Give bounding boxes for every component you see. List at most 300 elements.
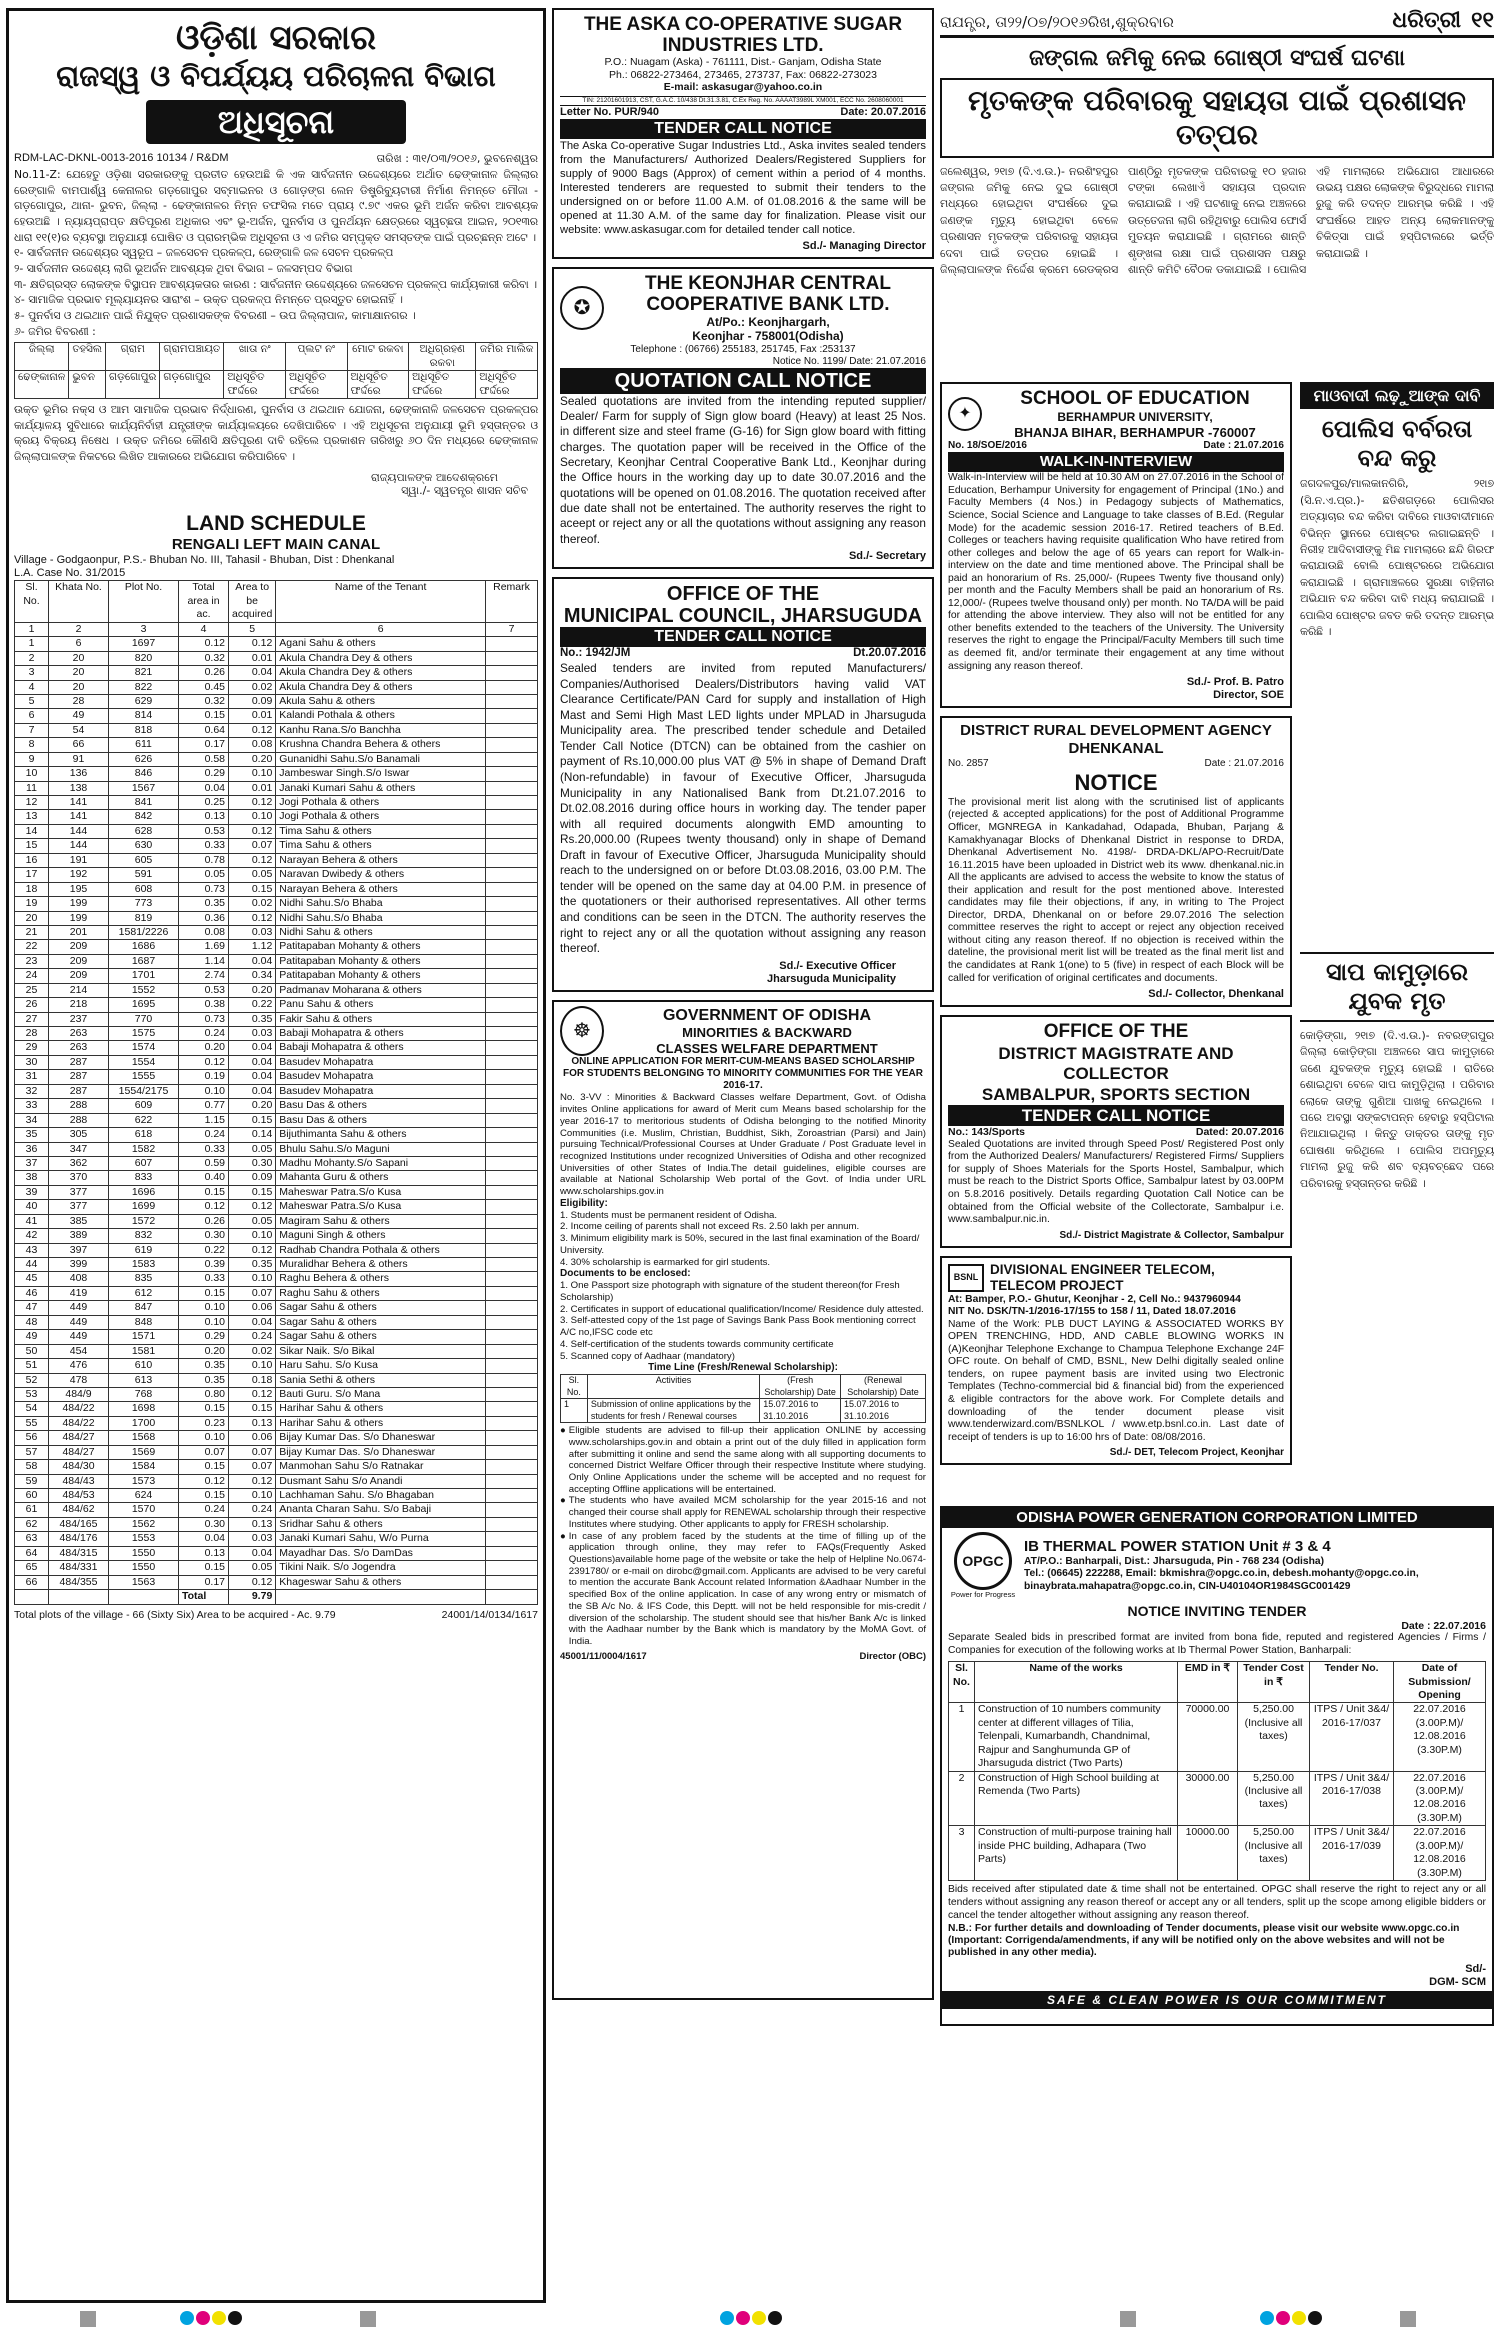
jhar-title-2: MUNICIPAL COUNCIL, JHARSUGUDA: [563, 605, 923, 628]
table-cell: 209: [49, 954, 109, 968]
table-cell: 287: [49, 1070, 109, 1084]
keonjhar-phone: Telephone : (06766) 255183, 251745, Fax :253137: [630, 343, 856, 355]
table-cell: 136: [49, 767, 109, 781]
table-row: [15, 1156, 538, 1170]
masthead: [940, 8, 1494, 38]
land-footer-text: Total plots of the village - 66 (Sixty Six) Area to be acquired - Ac. 9.79: [14, 1608, 336, 1621]
table-row: [15, 882, 538, 896]
table-row: [15, 1359, 538, 1373]
table-cell: 20: [49, 666, 109, 680]
table-row: [15, 796, 538, 810]
table-cell: Ananta Charan Sahu. S/o Babaji: [276, 1503, 486, 1517]
gov-body: No. 3-VV : Minorities & Backward Classes welfare Department, Govt. of Odisha invites Online applications for award of Merit cum Means based scholarship for the year 2016-17 to meritorious students of Odisha belonging to the notified Minority Communities (i.e. Muslim, Christian, Buddhist, Sikh, Zoroastrian (Parsi) and Jain) pursuing Technical/Professional Courses at Under Graduate / Post Graduate level in recognized Institutions under recognized Universities of Odisha and other recognized Universities of other States of India.The detail guidelines, eligible courses are available at National Scholarship Web portal of the Govt. of India under URL www.scholarships.gov.in: [560, 1092, 926, 1198]
table-cell: 0.13: [179, 1546, 229, 1560]
remark-cell: [486, 1200, 538, 1214]
cyan-dot: [1260, 2311, 1274, 2325]
remark-cell: [486, 998, 538, 1012]
table-cell: 44: [15, 1258, 49, 1272]
remark-cell: [486, 1070, 538, 1084]
gov-eligibility-list: [560, 1210, 926, 1269]
table-cell: 40: [15, 1200, 49, 1214]
table-cell: 0.29: [179, 767, 229, 781]
table-cell: 0.59: [179, 1156, 229, 1170]
mini-table-cell: ଗଡ଼ଗୋପୁର: [106, 371, 160, 399]
table-cell: 6: [49, 637, 109, 651]
table-cell: 0.04: [229, 1055, 276, 1069]
timeline-header: (Renewal Scholarship) Date: [840, 1375, 925, 1399]
notification-para-2: ଉକ୍ତ ଭୂମିର ନକ୍ସ ଓ ଆମ ସାମାଜିକ ପ୍ରଭାବ ନିର୍ଦ୍ଧାରଣ, ପୁନର୍ବାସ ଓ ଥଇଥାନ ଯୋଜନା, ଢେଙ୍କାନାଳି ଜଳସେଚନ ପ୍ରକଳ୍ପର କାର୍ଯ୍ୟାଳୟ ସୁବିଧାରେ କାର୍ଯ୍ୟନିର୍ବାହୀ ଯନ୍ତ୍ରୀଙ୍କ କାର୍ଯ୍ୟାଳୟରେ ଦେଖିପାରିବେ । ଏହି ଅଧିସୂଚନା ଅନୁଯାୟୀ ଭୂମି ହସ୍ତାନ୍ତର ଓ କ୍ରୟ ବିକ୍ରୟ ନିଷେଧ । ଉକ୍ତ ଜମିରେ କୌଣସି କ୍ଷତିପୂରଣ ଦାବି ରହିଲେ ପ୍ରକାଶନ ତାରିଖରୁ ୬୦ ଦିନ ମଧ୍ୟରେ ଢେଙ୍କାନାଳ ଜିଲ୍ଲାପାଳଙ୍କ ନିକଟରେ ଲିଖିତ ଆକାରରେ ଅଭିଯୋଗ କରିପାରିବେ ।: [14, 402, 538, 463]
remark-cell: [486, 1431, 538, 1445]
table-cell: 3: [949, 1826, 975, 1881]
table-cell: Padmanav Moharana & others: [276, 983, 486, 997]
opgc-logo-tag: Power for Progress: [950, 1589, 1016, 1599]
table-cell: 0.12: [229, 1200, 276, 1214]
opgc-header: Name of the works: [975, 1662, 1178, 1703]
table-row: [15, 1243, 538, 1257]
table-cell: 0.24: [179, 1503, 229, 1517]
keonjhar-name: THE KEONJHAR CENTRAL COOPERATIVE BANK LTD.: [645, 272, 891, 315]
keonjhar-sign: Sd./- Secretary: [848, 550, 926, 563]
black-dot: [1308, 2311, 1322, 2325]
table-cell: 47: [15, 1301, 49, 1315]
table-cell: 0.30: [229, 1156, 276, 1170]
remark-cell: [486, 709, 538, 723]
table-cell: 626: [109, 752, 179, 766]
notification-list-item: ୩- କ୍ଷତିଗ୍ରସ୍ତ ଲୋକଙ୍କ ବିସ୍ଥାପନ ଆବଶ୍ୟକତାର କାରଣ : ସାର୍ବଜନୀନ ଉଦ୍ଦେଶ୍ୟରେ ଜଳସେଚନ ପ୍ରକଳ୍ପ କାର୍ଯ୍ୟକାରୀ କରିବା ।: [14, 277, 537, 291]
table-cell: 0.15: [179, 709, 229, 723]
table-cell: 1698: [109, 1402, 179, 1416]
table-cell: Basudev Mohapatra: [276, 1070, 486, 1084]
table-cell: 0.04: [229, 666, 276, 680]
opgc-header: Sl. No.: [949, 1662, 975, 1703]
bsnl-title: DIVISIONAL ENGINEER TELECOM, TELECOM PROJECT: [990, 1261, 1215, 1293]
table-cell: 0.15: [179, 1561, 229, 1575]
table-cell: 10: [15, 767, 49, 781]
table-cell: 613: [109, 1373, 179, 1387]
table-row: [15, 853, 538, 867]
table-cell: 1570: [109, 1503, 179, 1517]
table-cell: 0.24: [179, 1128, 229, 1142]
table-cell: 0.64: [179, 723, 229, 737]
opgc-address: AT/P.O.: Banharpali, Dist.: Jharsuguda, Pin - 768 234 (Odisha): [1024, 1555, 1325, 1567]
table-row: [15, 1546, 538, 1560]
table-cell: 22: [15, 940, 49, 954]
opgc-date: Date : 22.07.2016: [1401, 1619, 1486, 1632]
table-cell: 138: [49, 781, 109, 795]
opgc-table: [948, 1661, 1486, 1881]
table-cell: 57: [15, 1445, 49, 1459]
table-cell: 0.77: [179, 1099, 229, 1113]
masthead-page: ୧୧: [1471, 8, 1494, 34]
notices-stack: [940, 382, 1292, 1498]
table-row: [15, 1272, 538, 1286]
table-cell: 1.14: [179, 954, 229, 968]
table-row: [15, 954, 538, 968]
remark-cell: [486, 1099, 538, 1113]
notification-box: [6, 8, 546, 2303]
table-cell: 5,250.00 (Inclusive all taxes): [1238, 1703, 1310, 1771]
table-cell: Sagar Sahu & others: [276, 1330, 486, 1344]
table-cell: 31: [15, 1070, 49, 1084]
table-row: [15, 1229, 538, 1243]
table-cell: Patitapaban Mohanty & others: [276, 954, 486, 968]
dept-title: ଓଡ଼ିଶା ସରକାର: [175, 18, 377, 58]
soe-title-2: BERHAMPUR UNIVERSITY,: [1057, 410, 1213, 425]
table-cell: 0.26: [179, 1214, 229, 1228]
table-cell: 0.10: [179, 1431, 229, 1445]
soe-body: Walk-in-Interview will be held at 10.30 AM on 27.07.2016 in the School of Education, Berhampur University for engagement of Principal (1No.) and Faculty Members (4 Nos.) in Pedagogy subjects of Mathematics, Science, Social Science and Language to take classes of B.Ed. (Regular Mode) for the academic session 2016-17. Retired teachers of B.Ed. Colleges or teachers having requisite qualification Who have retired from other colleges and below the age of 65 years can report for Walk-in-interview on the date and time mentioned above. The Principal shall be paid an honorarium of Rs. 25,000/- (Rupees Twenty five thousand only) per month and the Faculty Members shall be paid an honorarium of Rs. 12,000/- (Rupees twelve thousand only) per month. No TA/DA will be paid for attending the above interview. They also will not be entitled for any other benefits extended to the teachers of the University. The University reserves the right to engage the Principal/Faculty Members till such time as deemed fit, and/or terminate their engagement at any time without assigning any reason thereof.: [948, 472, 1284, 672]
table-cell: 144: [49, 839, 109, 853]
timeline-cell: 1: [561, 1399, 588, 1423]
table-cell: 1696: [109, 1185, 179, 1199]
table-row: [15, 1012, 538, 1026]
table-row: [15, 1474, 538, 1488]
dept-subtitle: ରାଜସ୍ୱ ଓ ବିପର୍ଯ୍ୟୟ ପରିଚାଳନା ବିଭାଗ: [56, 59, 496, 93]
table-cell: 1552: [109, 983, 179, 997]
table-cell: 209: [49, 940, 109, 954]
timeline-header: Sl. No.: [561, 1375, 588, 1399]
sbp-bar: TENDER CALL NOTICE: [948, 1105, 1284, 1126]
aska-address: P.O.: Nuagam (Aska) - 761111, Dist.- Ganjam, Odisha State: [604, 56, 882, 68]
soe-bar: WALK-IN-INTERVIEW: [948, 452, 1284, 472]
bsnl-notice: [940, 1256, 1292, 1466]
remark-cell: [486, 868, 538, 882]
drda-body: The provisional merit list along with the scrutinised list of applicants (rejected & accepted applications) for the post of Additional Programme Officer, MGNREGA in Kankadahad, Odapada, Bhuban, Parjang & Kamakhyanagar Blocks of Dhenkanal District in response to DRDA, Dhenkanal Advertisement No. 4198/- DRDA-DKL/APO-Recruit/Date 16.11.2015 have been uploaded in District web its www. dhenkanal.nic.in All the applicants are advised to access the website to know the status of their application and result for the post mentioned above. Interested candidates may file their objections, if any, in writing to The Project Director, DRDA, Dhenkanal on or before 29.07.2016 The selection committee reserves the right to accept or reject any objection received without citing any reason thereof. If no objection is received within the dateline, the provisional merit list will be treated as the final merit list and the candidates at Rank 1(one) to 5 (five) in respect of each Block will be called for verification of original certificates and documents.: [948, 796, 1284, 984]
table-row: [15, 1099, 538, 1113]
table-cell: 0.05: [179, 868, 229, 882]
table-cell: 0.15: [179, 1402, 229, 1416]
table-cell: 0.13: [179, 810, 229, 824]
table-cell: 1697: [109, 637, 179, 651]
table-cell: 0.33: [179, 1142, 229, 1156]
table-cell: 449: [49, 1301, 109, 1315]
opgc-nb: N.B.: For further details and downloading of Tender documents, please visit our website www.opgc.co.in: [948, 1922, 1460, 1934]
table-cell: 347: [49, 1142, 109, 1156]
table-cell: 12: [15, 796, 49, 810]
table-cell: Tikini Naik. S/o Jogendra: [276, 1561, 486, 1575]
table-cell: Bijay Kumar Das. S/o Dhaneswar: [276, 1445, 486, 1459]
table-row: [15, 1027, 538, 1041]
table-cell: Bijuthimanta Sahu & others: [276, 1128, 486, 1142]
table-cell: Maguni Singh & others: [276, 1229, 486, 1243]
table-cell: 1562: [109, 1517, 179, 1531]
table-cell: 0.12: [229, 1243, 276, 1257]
aska-sugar-notice: [552, 8, 934, 259]
table-cell: 622: [109, 1113, 179, 1127]
table-cell: Basudev Mohapatra: [276, 1055, 486, 1069]
table-cell: 49: [49, 709, 109, 723]
mini-table-cell: ଅଧିସୂଚିତ ଫର୍ଦ୍ଦରେ: [285, 371, 347, 399]
news-head-1: ଜଙ୍ଗଲ ଜମିକୁ ନେଇ ଗୋଷ୍ଠୀ ସଂଘର୍ଷ ଘଟଣା: [1028, 46, 1406, 71]
bsnl-header: [948, 1262, 1284, 1294]
gov-header: [560, 1006, 926, 1056]
black-dot: [768, 2311, 782, 2325]
scholarship-bullet: [560, 1425, 926, 1495]
mini-table-header: ଖାତା ନଂ: [224, 343, 286, 371]
drda-notice: [940, 716, 1292, 1007]
notice-title: ଅଧିସୂଚନା: [146, 100, 406, 144]
remark-cell: [486, 1503, 538, 1517]
remark-cell: [486, 1055, 538, 1069]
table-cell: 1567: [109, 781, 179, 795]
table-cell: 263: [49, 1041, 109, 1055]
land-column-index: 7: [486, 622, 538, 636]
table-row: [15, 1070, 538, 1084]
mini-table-header: ତହସିଲ: [69, 343, 106, 371]
opgc-tagline: SAFE & CLEAN POWER IS OUR COMMITMENT: [942, 1991, 1492, 2009]
table-cell: Janaki Kumari Sahu, W/o Purna: [276, 1532, 486, 1546]
table-cell: 0.34: [229, 969, 276, 983]
document-item: 2. Certificates in support of educational qualification/Income/ Residence duly attested.: [560, 1303, 924, 1315]
table-cell: 0.73: [179, 1012, 229, 1026]
yellow-dot: [1292, 2311, 1306, 2325]
bullet-icon: ●: [560, 1495, 566, 1507]
opgc-logo-block: [948, 1532, 1018, 1599]
land-column-index: 3: [109, 622, 179, 636]
land-column-index: 5: [229, 622, 276, 636]
mini-table-cell: ଗଡ଼ଗୋପୁର: [160, 371, 224, 399]
table-cell: Mayadhar Das. S/o DamDas: [276, 1546, 486, 1560]
aska-letter-line: [560, 106, 926, 119]
table-cell: 0.80: [179, 1387, 229, 1401]
table-cell: 484/62: [49, 1503, 109, 1517]
table-cell: Narayan Behera & others: [276, 882, 486, 896]
table-cell: 13: [15, 810, 49, 824]
table-cell: 0.04: [229, 1546, 276, 1560]
table-cell: Nidhi Sahu & others: [276, 925, 486, 939]
opgc-header: EMD in ₹: [1178, 1662, 1238, 1703]
remark-cell: [486, 925, 538, 939]
gov-docs-heading: Documents to be enclosed:: [560, 1268, 691, 1280]
table-row: [15, 998, 538, 1012]
table-cell: 0.18: [229, 1373, 276, 1387]
table-row: [15, 839, 538, 853]
table-cell: 195: [49, 882, 109, 896]
land-detail-mini-table: [14, 342, 538, 399]
table-cell: 847: [109, 1301, 179, 1315]
news-head-3a: ପୋଲିସ ବର୍ବରତା: [1321, 414, 1473, 443]
table-cell: 0.10: [179, 1084, 229, 1098]
drda-sign: Sd./- Collector, Dhenkanal: [1148, 988, 1284, 1001]
table-cell: Kanhu Rana.S/o Banchha: [276, 723, 486, 737]
mid-row: [940, 382, 1494, 1498]
table-cell: 478: [49, 1373, 109, 1387]
drda-no-line: [948, 758, 1284, 770]
table-cell: 608: [109, 882, 179, 896]
table-cell: 454: [49, 1344, 109, 1358]
table-cell: Nidhi Sahu.S/o Bhaba: [276, 911, 486, 925]
table-cell: 821: [109, 666, 179, 680]
remark-cell: [486, 1113, 538, 1127]
table-row: [15, 897, 538, 911]
odisha-emblem-icon: ☸: [560, 1006, 604, 1056]
notification-list-item: ୬- ଜମିର ବିବରଣୀ :: [14, 324, 96, 338]
remark-cell: [486, 897, 538, 911]
table-cell: 52: [15, 1373, 49, 1387]
drda-title-1: DISTRICT RURAL DEVELOPMENT AGENCY: [960, 722, 1272, 740]
table-cell: 46: [15, 1286, 49, 1300]
remark-cell: [486, 723, 538, 737]
sbp-sign: Sd./- District Magistrate & Collector, Sambalpur: [1059, 1229, 1284, 1241]
remark-cell: [486, 1171, 538, 1185]
notification-list-item: ୧- ସାର୍ବଜନୀନ ଉଦ୍ଦେଶ୍ୟର ସ୍ୱରୂପ – ଜଳସେଚନ ପ୍ରକଳ୍ପ, ରେଙ୍ଗାଳି ଜଳ ସେଚନ ପ୍ରକଳ୍ପ: [14, 246, 394, 260]
table-cell: 362: [49, 1156, 109, 1170]
table-cell: 28: [15, 1027, 49, 1041]
table-cell: 0.22: [179, 1243, 229, 1257]
table-cell: 484/9: [49, 1387, 109, 1401]
remark-cell: [486, 1532, 538, 1546]
table-cell: Sridhar Sahu & others: [276, 1517, 486, 1531]
opgc-sign-1: Sd/-: [1465, 1962, 1486, 1975]
table-cell: 0.05: [229, 1142, 276, 1156]
table-cell: 192: [49, 868, 109, 882]
remark-cell: [486, 651, 538, 665]
table-cell: 0.04: [229, 1315, 276, 1329]
table-cell: 288: [49, 1099, 109, 1113]
table-cell: 0.10: [179, 1315, 229, 1329]
table-cell: 305: [49, 1128, 109, 1142]
table-cell: 0.20: [179, 1344, 229, 1358]
table-cell: 29: [15, 1041, 49, 1055]
land-column-header: Name of the Tenant: [276, 581, 486, 622]
keonjhar-addr-1: At/Po.: Keonjhargarh,: [706, 314, 830, 329]
bullet-text: In case of any problem faced by the students at the time of filling up of the application through online, they may refer to FAQs(Frequently Asked Questions)available home page of the website or take the help of Helpline No.0674-2391780/ or e-mail on dirobc@gmail.com. Applicants are advised to be very careful to mention the accurate Bank Account related Information &Aadhaar Number in the specified Box of the online application. In case of any wrong entry or mismatch of the SB A/c No. & IFS Code, this Deptt. will not be held responsible for mis-credit / diversion of the scholarship. The student should see that his/her Bank A/c is linked with the Aadhaar number by the Bank which is mandatory by the MoMA Govt. of India.: [568, 1530, 926, 1647]
table-cell: Harihar Sahu & others: [276, 1416, 486, 1430]
table-row: [15, 1315, 538, 1329]
table-cell: 0.14: [229, 1128, 276, 1142]
land-column-header: Plot No.: [109, 581, 179, 622]
remark-cell: [486, 824, 538, 838]
timeline-header: Activities: [587, 1375, 759, 1399]
remark-cell: [486, 1286, 538, 1300]
table-cell: 0.09: [229, 694, 276, 708]
table-cell: 0.12: [179, 1474, 229, 1488]
table-cell: 629: [109, 694, 179, 708]
jhar-body: Sealed tenders are invited from reputed Manufacturers/ Companies/Authorised Dealers/Distributors having valid VAT Clearance Certificate/PAN Card for supply and installation of High Mast and Semi High Mast LED lights under MPLAD in Jharsuguda Municipality area. The prescribed tender schedule and Detailed Tender Call Notice (DTCN) can be obtained from the cashier on payment of Rs.10,000.00 plus VAT @ 5% in shape of Demand Draft (Non-refundable) in favour of Executive Officer, Jharsuguda Municipality in any Nationalised Bank from Dt.21.07.2016 to Dt.02.08.2016 during office hours in working day. The tender paper with all required documents alongwith EMD amounting to Rs.20,000.00 (Rupees twenty thousand) only in shape of Demand Draft in favour of Executive Officer, Jharsuguda Municipality should reach to the undersigned on or before Dt.03.08.2016, 03.00 P.M. The tender will be opened on the same day at 04.00 P.M. in presence of the quotationers or their authorised representatives. All other terms and conditions can be seen in the DTCN. The authority reserves the right to reject any or all the quotation without assigning any reason thereof.: [560, 661, 926, 956]
table-cell: 54: [15, 1402, 49, 1416]
table-cell: 39: [15, 1185, 49, 1199]
table-cell: 0.01: [229, 709, 276, 723]
table-cell: 397: [49, 1243, 109, 1257]
eligibility-item: 1. Students must be permanent resident of Odisha.: [560, 1209, 778, 1221]
gov-footer: [560, 1651, 926, 1662]
table-cell: 0.24: [229, 1503, 276, 1517]
table-cell: Harihar Sahu & others: [276, 1402, 486, 1416]
remark-cell: [486, 1156, 538, 1170]
table-row: [15, 738, 538, 752]
opgc-tel: Tel.: (06645) 222288, Email: bkmishra@opgc.co.in, debesh.mohanty@opgc.co.in,: [1024, 1568, 1419, 1580]
table-cell: Maheswar Patra.S/o Kusa: [276, 1185, 486, 1199]
table-cell: 0.19: [179, 1070, 229, 1084]
table-cell: 618: [109, 1128, 179, 1142]
table-cell: Tima Sahu & others: [276, 839, 486, 853]
table-cell: 449: [49, 1330, 109, 1344]
keonjhar-body: Sealed quotations are invited from the intending reputed supplier/ Dealer/ Farm for supply of Sign glow board (Heavy) at least 25 Nos. in different size and steel frame (G-16) for Sign glow board with fitting charges. The quotation paper will be received in the Office of the Secretary, Keonjhar Central Cooperative Bank Ltd., Keonjhar during the Office hours in the working day up to date 30.07.2016 and the quotations will be opened on 01.08.2016. The quotation received after due date shall not be entertained. The authority reserves the right to aceept or reject any or all the quotations without assigning any reason thereof.: [560, 393, 926, 546]
table-cell: 0.10: [229, 810, 276, 824]
keonjhar-notice-no: Notice No. 1199/ Date: 21.07.2016: [772, 355, 926, 367]
table-cell: 0.04: [179, 781, 229, 795]
table-cell: 1574: [109, 1041, 179, 1055]
table-cell: 609: [109, 1099, 179, 1113]
aska-bar: TENDER CALL NOTICE: [560, 119, 926, 139]
opgc-nit-title: NOTICE INVITING TENDER: [1127, 1602, 1307, 1619]
table-cell: 7: [15, 723, 49, 737]
table-row: [15, 824, 538, 838]
table-cell: 15: [15, 839, 49, 853]
table-cell: 0.12: [179, 1200, 229, 1214]
table-cell: 11: [15, 781, 49, 795]
sbp-title-2: DISTRICT MAGISTRATE AND COLLECTOR: [998, 1044, 1234, 1084]
table-cell: 0.09: [229, 1171, 276, 1185]
table-cell: 0.17: [179, 738, 229, 752]
opgc-notice: [940, 1506, 1494, 2026]
land-village: Village - Godgaonpur, P.S.- Bhuban No. III, Tahasil - Bhuban, Dist : Dhenkanal: [14, 554, 395, 567]
land-column-index: 2: [49, 622, 109, 636]
table-cell: 0.35: [229, 1012, 276, 1026]
drda-title-2: DHENKANAL: [1068, 740, 1164, 758]
table-cell: Radhab Chandra Pothala & others: [276, 1243, 486, 1257]
table-cell: Nidhi Sahu.S/o Bhaba: [276, 897, 486, 911]
table-row: [15, 680, 538, 694]
table-cell: 0.03: [229, 1532, 276, 1546]
minority-scholarship-notice: [552, 1000, 934, 2000]
table-cell: 0.10: [179, 1301, 229, 1315]
table-row: [15, 1387, 538, 1401]
governor-order: ରାଜ୍ୟପାଳଙ୍କ ଆଦେଶକ୍ରମେ: [371, 470, 498, 484]
table-cell: 1686: [109, 940, 179, 954]
table-cell: [49, 1590, 109, 1604]
remark-cell: [486, 1460, 538, 1474]
soe-title-3: BHANJA BIHAR, BERHAMPUR -760007: [1014, 424, 1256, 440]
bsnl-nit: NIT No. DSK/TN-1/2016-17/155 to 158 / 11, Dated 18.07.2016: [948, 1306, 1236, 1318]
table-cell: Construction of multi-purpose training hall inside PHC building, Adhapara (Two Parts): [975, 1826, 1178, 1881]
land-schedule-table: [14, 580, 538, 1604]
table-cell: 0.04: [229, 1070, 276, 1084]
table-cell: 37: [15, 1156, 49, 1170]
table-cell: 1575: [109, 1027, 179, 1041]
table-cell: 4: [15, 680, 49, 694]
table-cell: 0.32: [179, 651, 229, 665]
table-row: [15, 1460, 538, 1474]
table-cell: 484/315: [49, 1546, 109, 1560]
table-cell: 389: [49, 1229, 109, 1243]
table-cell: 0.15: [179, 1286, 229, 1300]
print-registration-marks: [0, 2305, 1500, 2331]
gray-swatch: [360, 2311, 376, 2327]
aska-tin: TIN: 21201601913, CST, G.A.C. 10/438 Dt.31.3.81, C.Ex Reg. No. AAAAT3989L XM001, ECC No. 2608060001: [560, 96, 926, 106]
table-row: [15, 1431, 538, 1445]
table-row: [949, 1703, 1486, 1771]
scholarship-bullet: [560, 1531, 926, 1648]
table-cell: 846: [109, 767, 179, 781]
table-cell: 1584: [109, 1460, 179, 1474]
table-cell: 237: [49, 1012, 109, 1026]
gov-docs-list: [560, 1280, 926, 1362]
table-cell: 0.12: [229, 796, 276, 810]
table-cell: 0.15: [229, 1185, 276, 1199]
table-cell: 30000.00: [1178, 1771, 1238, 1826]
table-cell: 1695: [109, 998, 179, 1012]
table-cell: 41: [15, 1214, 49, 1228]
sbp-body: Sealed Quotations are invited through Speed Post/ Registered Post only from the Authorized Dealers/ Manufacturers/ Registered Firms/ Suppliers for supply of Shoes Materials for the Sports Hostel, Sambalpur, which must be reach to the District Sports Office, Sambalpur latest by 03.00PM on 5.8.2016 positively. Details regarding Quotation Call Notice can be obtained from the Official website of the Collectorate, Sambalpur i.e. www.sambalpur.nic.in.: [948, 1138, 1284, 1226]
jhar-sign-1: Sd./- Executive Officer: [779, 959, 896, 972]
table-cell: 1554: [109, 1055, 179, 1069]
table-cell: 23: [15, 954, 49, 968]
news-side-column: [1300, 382, 1494, 1498]
land-case: L.A. Case No. 31/2015: [14, 567, 126, 580]
table-cell: Janaki Kumari Sahu & others: [276, 781, 486, 795]
land-column-header: Area to be acquired: [229, 581, 276, 622]
